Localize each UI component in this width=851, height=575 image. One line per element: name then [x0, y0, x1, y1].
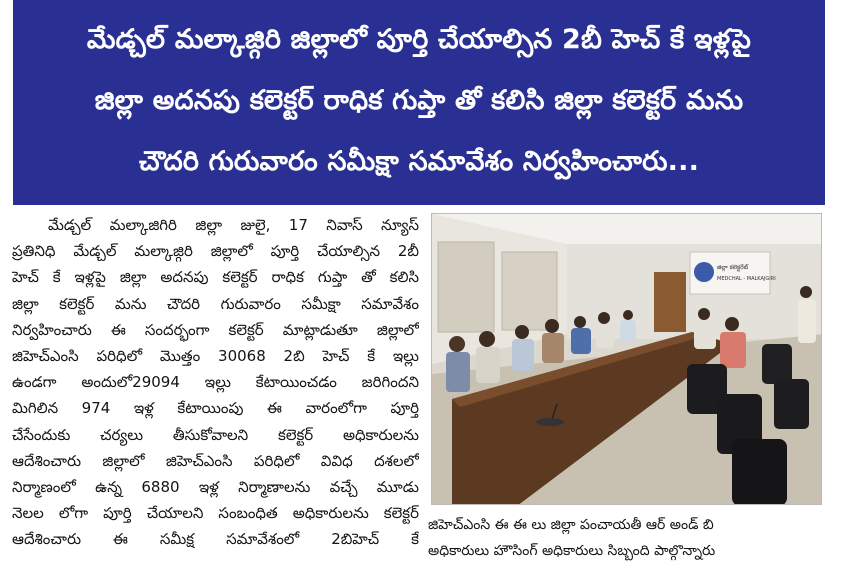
article-line: మేడ్చల్ మల్కాజిగిరి జిల్లా జులై, 17 నివాస్ న్యూస్ [48, 216, 419, 234]
meeting-photo [431, 213, 822, 505]
collectorate-signboard [690, 252, 776, 294]
meeting-room-illustration [432, 214, 822, 505]
article-line: ఆదేశించారు ఈ సమీక్ష సమావేశంలో 2బిహెచ్ కే [12, 530, 419, 549]
signboard-text-2: MEDCHAL - MALKAJGIRI [717, 276, 776, 282]
article-line: ప్రతినిధి మేడ్చల్ మల్కాజ్గిరి జిల్లాలో పూర్తి చేయాల్సిన 2బీ [12, 242, 419, 261]
article-line: నిర్వహించారు ఈ సందర్భంగా కలెక్టర్ మాట్లాడుతూ జిల్లాలో [12, 320, 419, 339]
article-body [12, 212, 419, 552]
headline-line-1: మేడ్చల్ మల్కాజ్గిరి జిల్లాలో పూర్తి చేయాల్సిన 2బీ హెచ్ కే ఇళ్లపై [86, 24, 752, 56]
article-line: నెలల లోగా పూర్తి చేయాలని సంబంధిత అధికారులను కలెక్టర్ [12, 504, 419, 523]
article-line: జిల్లా కలెక్టర్ మను చౌదరి గురువారం సమీక్షా సమావేశం [12, 294, 419, 313]
article-line: చేసేందుకు చర్యలు తీసుకోవాలని కలెక్టర్ అధికారులను [12, 425, 419, 444]
article-line: ఆదేశించారు జిల్లాలో జిహెచ్ఎంసి పరిధిలో వివిధ దశలలో [12, 451, 419, 470]
article-line: మిగిలిన 974 ఇళ్ల కేటాయింపు ఈ వారంలోగా పూర్తి [12, 399, 419, 418]
article-line: జిహెచ్ఎంసి పరిధిలో మొత్తం 30068 2బి హెచ్ కే ఇల్లు [12, 346, 419, 365]
caption-line: అధికారులు హౌసింగ్ అధికారులు సిబ్బంది పాల్గొన్నారు [428, 543, 716, 559]
article-line: ఉండగా అందులో29094 ఇల్లు కేటాయించడం జరిగిందని [12, 373, 419, 392]
caption-line: జిహెచ్ఎంసి ఈ ఈ లు జిల్లా పంచాయతీ ఆర్ అండ్ బి [428, 517, 714, 533]
headline-line-2: జిల్లా అదనపు కలెక్టర్ రాధిక గుప్తా తో కలిసి జిల్లా కలెక్టర్ మను [94, 85, 744, 117]
headline-line-3: చౌదరి గురువారం సమీక్షా సమావేశం నిర్వహించారు... [138, 146, 700, 178]
signboard-text-1: జిల్లా కలెక్టరేట్ [717, 264, 749, 271]
headline-banner [13, 0, 825, 205]
article-line: హెచ్ కే ఇళ్లపై జిల్లా అదనపు కలెక్టర్ రాధిక గుప్తా తో కలిసి [12, 268, 419, 287]
photo-caption [428, 512, 826, 564]
article-line: నిర్మాణంలో ఉన్న 6880 ఇళ్ల నిర్మాణాలను వచ్చే మూడు [12, 477, 419, 496]
